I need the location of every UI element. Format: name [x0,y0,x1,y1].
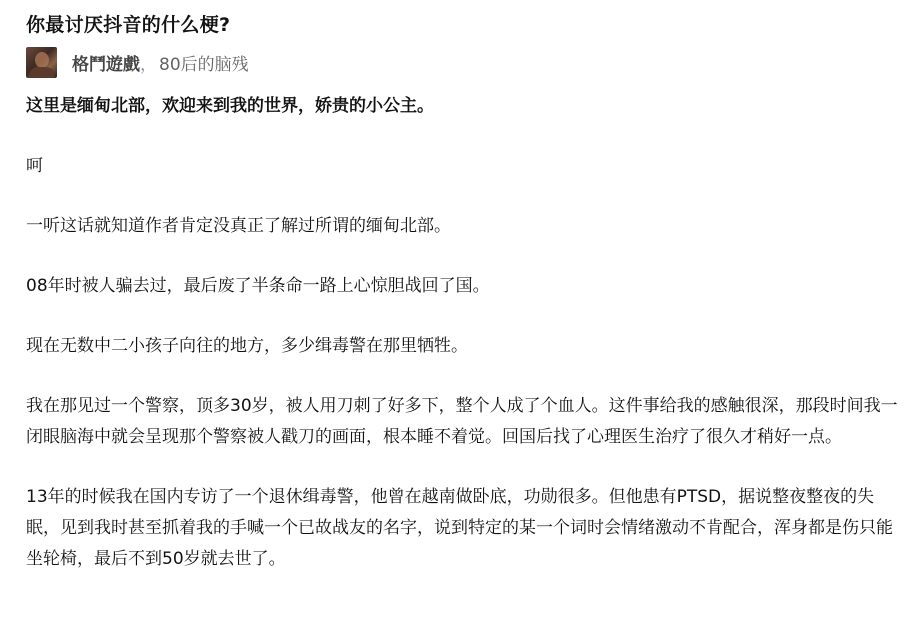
question-title[interactable]: 你最讨厌抖音的什么梗? [26,14,231,36]
author-info [26,47,898,77]
author-name[interactable]: 格鬥遊戲 [72,54,140,75]
answer-lead-paragraph: 这里是缅甸北部，欢迎来到我的世界，娇贵的小公主。 [26,96,434,116]
answer-paragraph: 08年时被人骗去过，最后废了半条命一路上心惊胆战回了国。 [26,276,490,296]
answer-paragraph: 13年的时候我在国内专访了一个退休缉毒警，他曾在越南做卧底，功勋很多。但他患有PTSD，据说整夜整夜的失眠，见到我时甚至抓着我的手喊一个已故战友的名字，说到特定的某一个词时会情绪激动不肯配合，浑身都是伤只能坐轮椅，最后不到50岁就去世了。 [26,487,893,569]
answer-paragraph: 一听这话就知道作者肯定没真正了解过所谓的缅甸北部。 [26,216,451,236]
author-bio: 80后的脑残 [159,54,249,75]
answer-paragraph: 呵 [26,156,43,176]
answer-paragraph: 现在无数中二小孩子向往的地方，多少缉毒警在那里牺牲。 [26,336,468,356]
answer-content [26,91,898,575]
answer-page [26,0,898,604]
answer-paragraph: 我在那见过一个警察，顶多30岁，被人用刀刺了好多下，整个人成了个血人。这件事给我的感触很深，那段时间我一闭眼脑海中就会呈现那个警察被人戳刀的画面，根本睡不着觉。回国后找了心理医生治疗了很久才稍好一点。 [26,396,898,447]
author-separator: ， [140,54,157,75]
author-avatar[interactable] [26,47,57,78]
